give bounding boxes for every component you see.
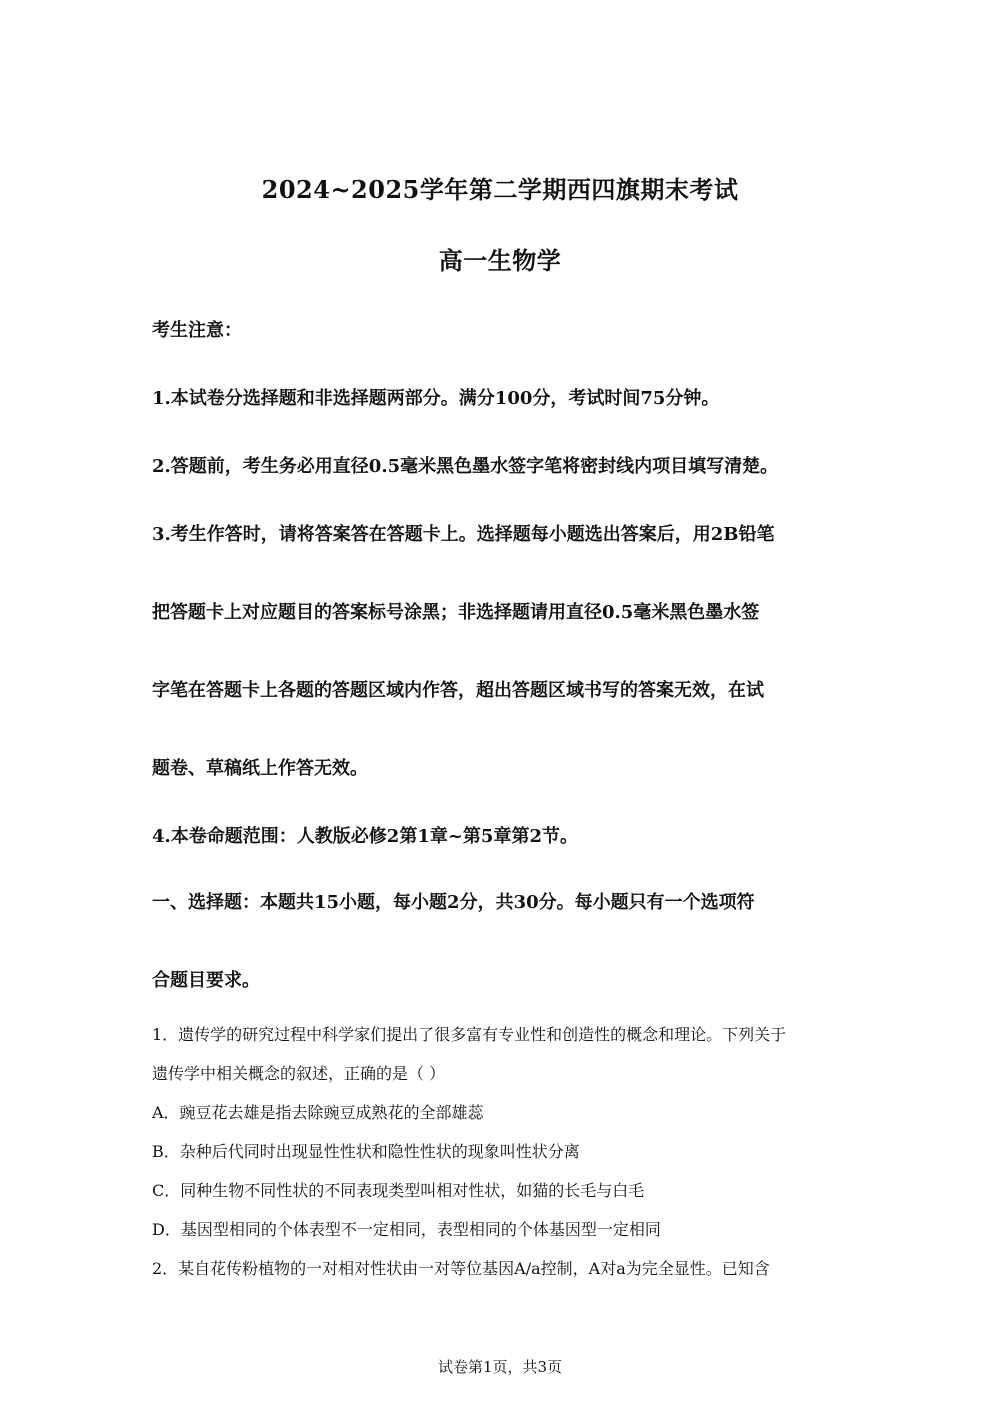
notice-heading: 考生注意： xyxy=(152,320,242,341)
question-1-option-a: A．豌豆花去雄是指去除豌豆成熟花的全部雄蕊 xyxy=(152,1103,484,1122)
exam-subject: 高一生物学 xyxy=(438,246,562,275)
notice-item: 1.本试卷分选择题和非选择题两部分。满分100分，考试时间75分钟。 xyxy=(152,388,720,409)
section-heading-continued: 合题目要求。 xyxy=(152,970,260,991)
notice-item: 4.本卷命题范围：人教版必修2第1章~第5章第2节。 xyxy=(152,826,578,847)
question-1-option-c: C．同种生物不同性状的不同表现类型叫相对性状，如猫的长毛与白毛 xyxy=(152,1181,645,1200)
question-2-stem: 2．某自花传粉植物的一对相对性状由一对等位基因A/a控制，A对a为完全显性。已知含 xyxy=(152,1259,770,1278)
section-heading: 一、选择题：本题共15小题，每小题2分，共30分。每小题只有一个选项符 xyxy=(152,892,755,913)
notice-item: 把答题卡上对应题目的答案标号涂黑；非选择题请用直径0.5毫米黑色墨水签 xyxy=(152,602,760,623)
notice-item: 字笔在答题卡上各题的答题区域内作答，超出答题区域书写的答案无效，在试 xyxy=(152,680,764,701)
exam-title: 2024~2025学年第二学期西四旗期末考试 xyxy=(261,175,739,204)
notice-item: 题卷、草稿纸上作答无效。 xyxy=(152,758,368,779)
question-1-option-b: B．杂种后代同时出现显性性状和隐性性状的现象叫性状分离 xyxy=(152,1142,580,1161)
question-1-stem: 1．遗传学的研究过程中科学家们提出了很多富有专业性和创造性的概念和理论。下列关于 xyxy=(152,1025,787,1044)
notice-item: 3.考生作答时，请将答案答在答题卡上。选择题每小题选出答案后，用2B铅笔 xyxy=(152,524,775,545)
question-1-stem-continued: 遗传学中相关概念的叙述，正确的是（ ） xyxy=(152,1064,446,1083)
page-footer: 试卷第1页，共3页 xyxy=(437,1358,563,1376)
notice-item: 2.答题前，考生务必用直径0.5毫米黑色墨水签字笔将密封线内项目填写清楚。 xyxy=(152,456,779,477)
question-1-option-d: D．基因型相同的个体表型不一定相同，表型相同的个体基因型一定相同 xyxy=(152,1220,661,1239)
